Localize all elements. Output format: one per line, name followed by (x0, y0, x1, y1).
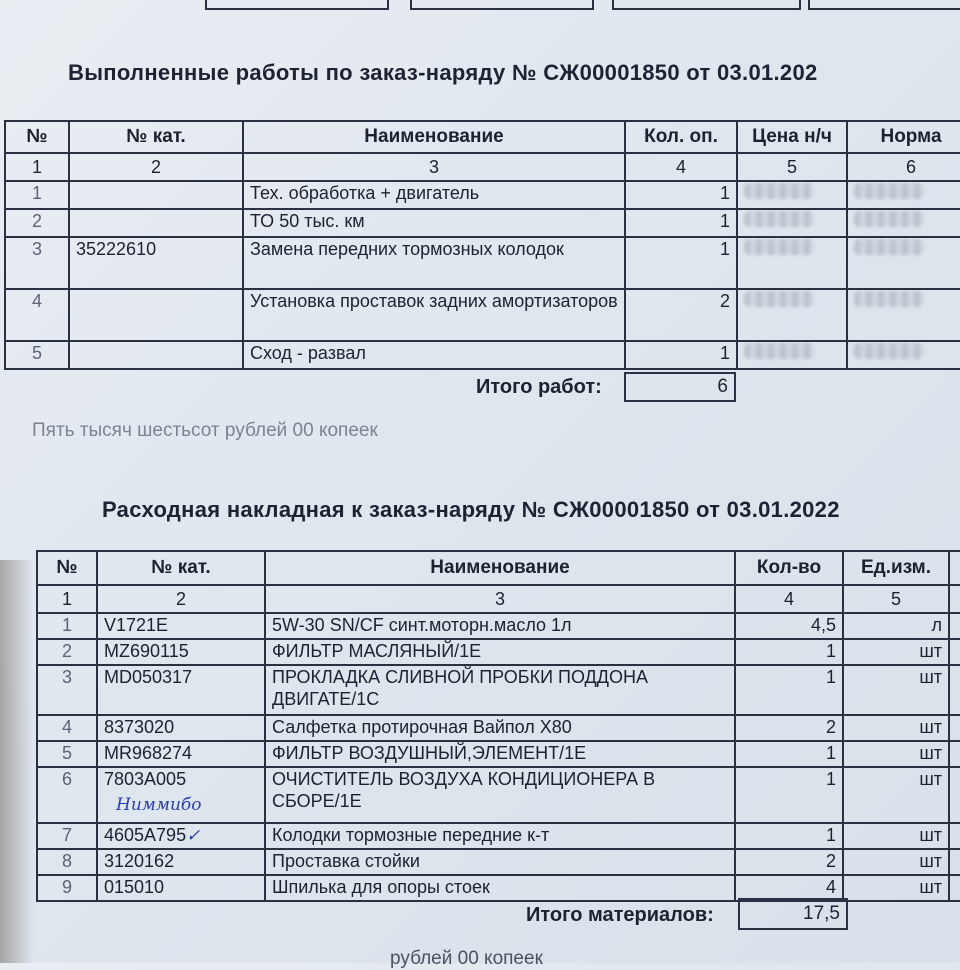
col-header: Кол-во (735, 551, 843, 585)
materials-title: Расходная накладная к заказ-наряду № СЖ00001850 от 03.01.2022 (102, 497, 840, 522)
col-header: № кат. (97, 551, 265, 585)
index-cell: 6 (847, 153, 960, 181)
row-number: 5 (5, 341, 69, 369)
work-name: Замена передних тормозных колодок (243, 237, 625, 289)
material-quantity: 2 (735, 849, 843, 875)
table-row (37, 767, 960, 823)
index-cell: 1 (37, 585, 97, 613)
table-row (37, 741, 960, 767)
table-row (37, 613, 960, 639)
work-name: Тех. обработка + двигатель (243, 181, 625, 209)
material-name: ФИЛЬТР ВОЗДУШНЫЙ,ЭЛЕМЕНТ/1Е (265, 741, 735, 767)
index-cell-cut (949, 585, 960, 613)
operation-count: 1 (625, 237, 737, 289)
material-name: ПРОКЛАДКА СЛИВНОЙ ПРОБКИ ПОДДОНА ДВИГАТЕ/1С (265, 665, 735, 715)
row-number: 8 (37, 849, 97, 875)
cut-cell (949, 613, 960, 639)
material-unit: шт (843, 741, 949, 767)
redacted-price (737, 289, 847, 341)
index-cell: 2 (97, 585, 265, 613)
col-header: Норма (847, 121, 960, 153)
col-header: Цена н/ч (737, 121, 847, 153)
cut-cell (949, 665, 960, 715)
catalog-number: MR968274 (97, 741, 265, 767)
table-row (37, 823, 960, 849)
catalog-number: 7803A005 (104, 769, 187, 789)
material-quantity: 4 (735, 875, 843, 901)
col-header: № (37, 551, 97, 585)
cut-cell (949, 823, 960, 849)
table-row (37, 665, 960, 715)
catalog-number (69, 341, 243, 369)
row-number: 4 (5, 289, 69, 341)
materials-table (36, 550, 960, 902)
redacted-price (737, 209, 847, 237)
col-header: № кат. (69, 121, 243, 153)
works-total-label: Итого работ: (476, 376, 602, 398)
catalog-number: 4605A795 (104, 825, 187, 845)
operation-count: 2 (625, 289, 737, 341)
work-name: Сход - развал (243, 341, 625, 369)
operation-count: 1 (625, 181, 737, 209)
row-number: 1 (37, 613, 97, 639)
row-number: 1 (5, 181, 69, 209)
material-name: Проставка стойки (265, 849, 735, 875)
table-row (5, 289, 960, 341)
col-header: Наименование (265, 551, 735, 585)
table-row (5, 237, 960, 289)
works-index-row (5, 153, 960, 181)
redacted-price (737, 181, 847, 209)
row-number: 4 (37, 715, 97, 741)
row-number: 9 (37, 875, 97, 901)
material-name: ФИЛЬТР МАСЛЯНЫЙ/1Е (265, 639, 735, 665)
table-row (37, 715, 960, 741)
material-name: ОЧИСТИТЕЛЬ ВОЗДУХА КОНДИЦИОНЕРА В СБОРЕ/1Е (265, 767, 735, 823)
index-cell: 1 (5, 153, 69, 181)
catalog-number (69, 209, 243, 237)
material-quantity: 1 (735, 767, 843, 823)
cut-cell (949, 767, 960, 823)
material-name: 5W-30 SN/CF синт.моторн.масло 1л (265, 613, 735, 639)
redacted-norm (847, 289, 960, 341)
materials-amount-words: рублей 00 копеек (390, 948, 543, 969)
col-header: № (5, 121, 69, 153)
header-box (410, 0, 594, 10)
catalog-cell-with-note (97, 767, 265, 823)
catalog-number (69, 181, 243, 209)
material-name: Колодки тормозные передние к-т (265, 823, 735, 849)
index-cell: 3 (243, 153, 625, 181)
redacted-norm (847, 237, 960, 289)
table-row (37, 849, 960, 875)
material-unit: шт (843, 767, 949, 823)
catalog-number: 35222610 (69, 237, 243, 289)
materials-header-row (37, 551, 960, 585)
materials-total-label: Итого материалов: (526, 904, 714, 926)
row-number: 7 (37, 823, 97, 849)
materials-total-value: 17,5 (738, 898, 848, 930)
material-quantity: 2 (735, 715, 843, 741)
col-header: Наименование (243, 121, 625, 153)
top-edge (0, 0, 960, 14)
header-box (612, 0, 801, 10)
index-cell: 5 (737, 153, 847, 181)
table-row (5, 341, 960, 369)
col-header-cut (949, 551, 960, 585)
redacted-norm (847, 341, 960, 369)
cut-cell (949, 741, 960, 767)
material-unit: шт (843, 665, 949, 715)
table-row (37, 639, 960, 665)
material-quantity: 1 (735, 665, 843, 715)
redacted-norm (847, 209, 960, 237)
material-quantity: 1 (735, 639, 843, 665)
work-name: Установка проставок задних амортизаторов (243, 289, 625, 341)
row-number: 2 (37, 639, 97, 665)
catalog-number (69, 289, 243, 341)
finger-shadow (0, 560, 34, 963)
header-box (205, 0, 389, 10)
material-name: Салфетка протирочная Вайпол Х80 (265, 715, 735, 741)
header-box (808, 0, 960, 10)
material-unit: шт (843, 823, 949, 849)
row-number: 3 (5, 237, 69, 289)
redacted-price (737, 341, 847, 369)
cut-cell (949, 639, 960, 665)
redacted-price (737, 237, 847, 289)
row-number: 3 (37, 665, 97, 715)
material-quantity: 4,5 (735, 613, 843, 639)
material-unit: шт (843, 715, 949, 741)
index-cell: 5 (843, 585, 949, 613)
catalog-number: MD050317 (97, 665, 265, 715)
catalog-number: 3120162 (97, 849, 265, 875)
works-total-value: 6 (624, 372, 736, 402)
materials-index-row (37, 585, 960, 613)
col-header: Ед.изм. (843, 551, 949, 585)
material-unit: шт (843, 849, 949, 875)
operation-count: 1 (625, 209, 737, 237)
works-amount-words: Пять тысяч шестьсот рублей 00 копеек (32, 420, 378, 441)
material-quantity: 1 (735, 741, 843, 767)
catalog-number: 8373020 (97, 715, 265, 741)
material-unit: л (843, 613, 949, 639)
handwritten-note: Ниммибо (116, 795, 202, 815)
row-number: 6 (37, 767, 97, 823)
catalog-cell (97, 823, 265, 849)
table-row (5, 181, 960, 209)
material-unit: шт (843, 875, 949, 901)
cut-cell (949, 875, 960, 901)
table-row (5, 209, 960, 237)
index-cell: 4 (735, 585, 843, 613)
catalog-number: 015010 (97, 875, 265, 901)
work-name: ТО 50 тыс. км (243, 209, 625, 237)
row-number: 5 (37, 741, 97, 767)
works-title: Выполненные работы по заказ-наряду № СЖ00001850 от 03.01.202 (68, 60, 818, 85)
operation-count: 1 (625, 341, 737, 369)
works-table (4, 120, 960, 370)
index-cell: 4 (625, 153, 737, 181)
redacted-norm (847, 181, 960, 209)
index-cell: 3 (265, 585, 735, 613)
col-header: Кол. оп. (625, 121, 737, 153)
cut-cell (949, 849, 960, 875)
material-name: Шпилька для опоры стоек (265, 875, 735, 901)
catalog-number: MZ690115 (97, 639, 265, 665)
material-quantity: 1 (735, 823, 843, 849)
material-unit: шт (843, 639, 949, 665)
index-cell: 2 (69, 153, 243, 181)
works-header-row (5, 121, 960, 153)
row-number: 2 (5, 209, 69, 237)
checkmark-icon: ✓ (186, 826, 201, 846)
catalog-number: V1721E (97, 613, 265, 639)
cut-cell (949, 715, 960, 741)
